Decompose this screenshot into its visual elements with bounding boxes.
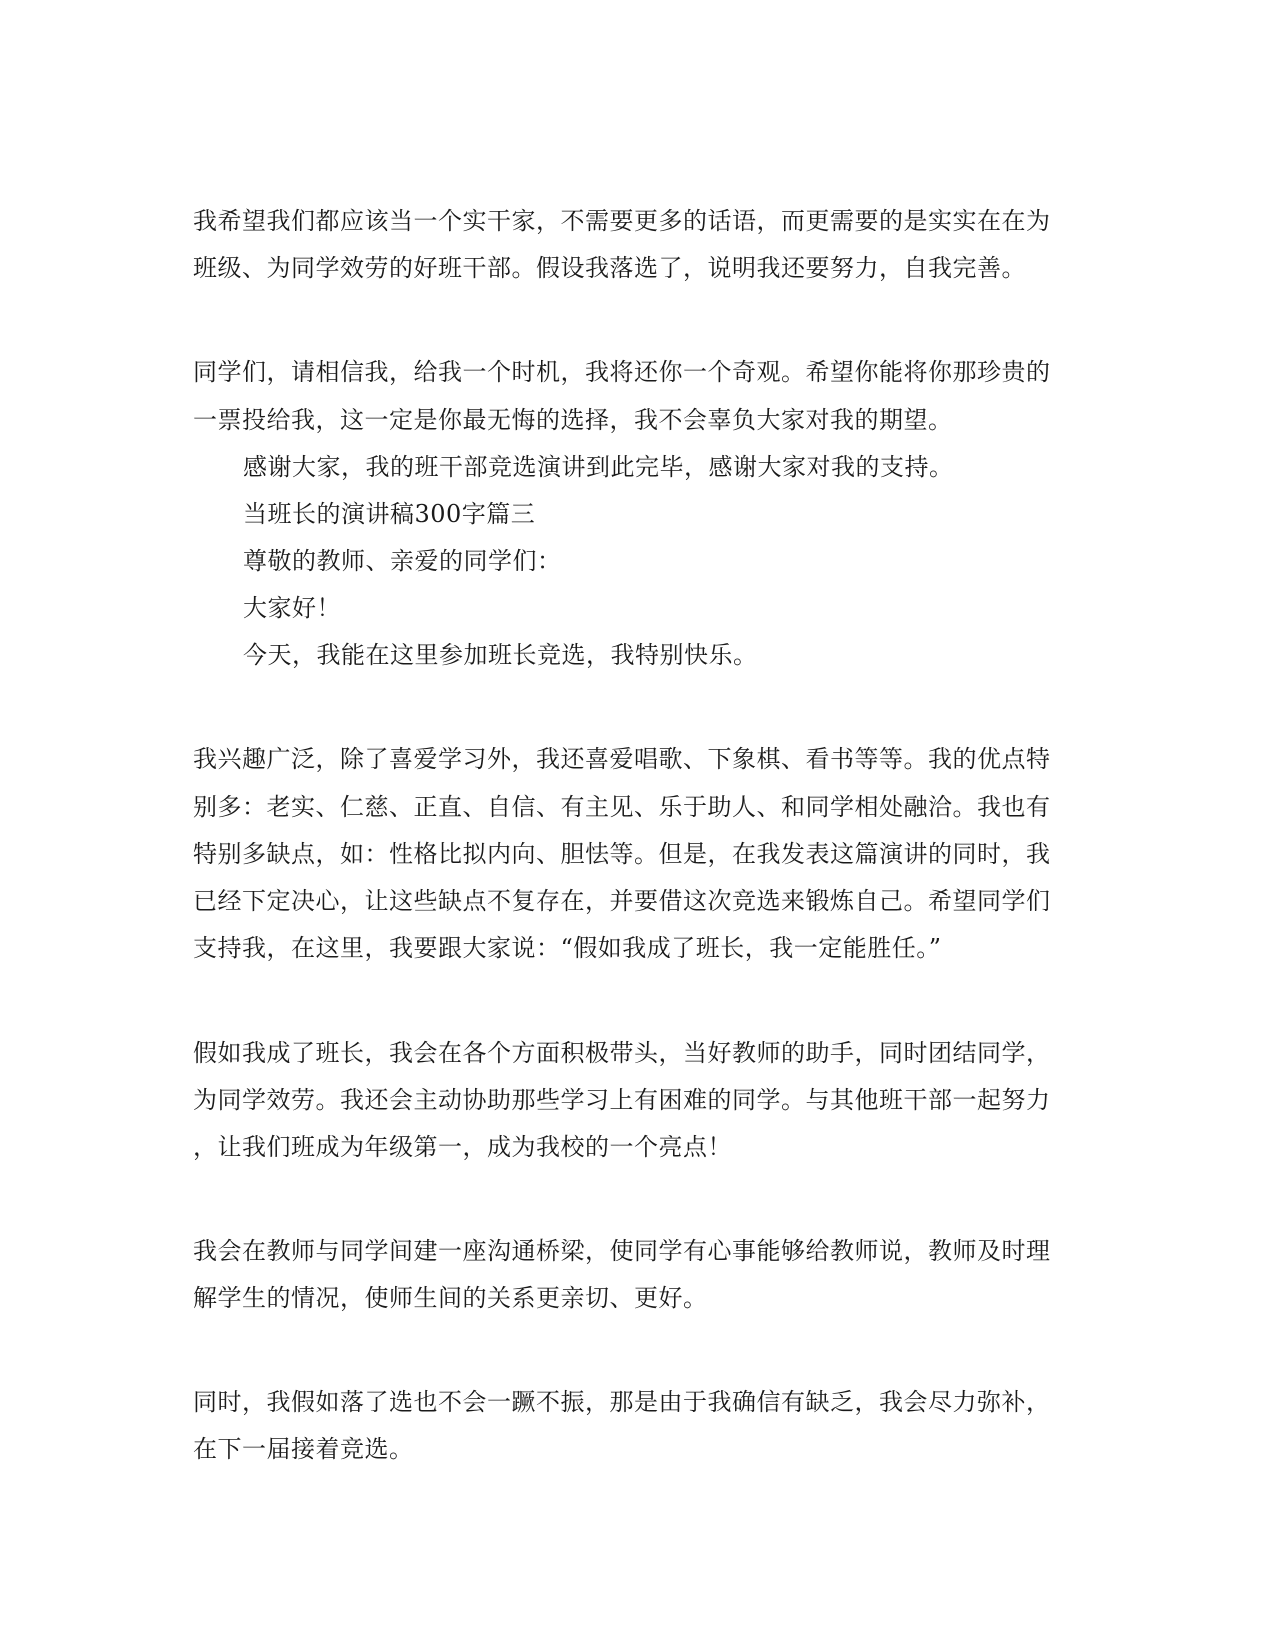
paragraph-line: 特别多缺点，如：性格比拟内向、胆怯等。但是，在我发表这篇演讲的同时，我 — [193, 840, 1051, 868]
paragraph-line: 为同学效劳。我还会主动协助那些学习上有困难的同学。与其他班干部一起努力 — [193, 1086, 1051, 1114]
paragraph-line: 同学们，请相信我，给我一个时机，我将还你一个奇观。希望你能将你那珍贵的 — [193, 358, 1051, 386]
paragraph-line: 一票投给我，这一定是你最无悔的选择，我不会辜负大家对我的期望。 — [193, 406, 953, 434]
paragraph-line: 我会在教师与同学间建一座沟通桥梁，使同学有心事能够给教师说，教师及时理 — [193, 1237, 1051, 1265]
paragraph-line: 我希望我们都应该当一个实干家，不需要更多的话语，而更需要的是实实在在为 — [193, 207, 1051, 235]
paragraph-line: ，让我们班成为年级第一，成为我校的一个亮点！ — [193, 1133, 732, 1161]
paragraph-line: 同时，我假如落了选也不会一蹶不振，那是由于我确信有缺乏，我会尽力弥补， — [193, 1388, 1051, 1416]
paragraph-line: 今天，我能在这里参加班长竞选，我特别快乐。 — [243, 641, 758, 669]
paragraph-line: 班级、为同学效劳的好班干部。假设我落选了，说明我还要努力，自我完善。 — [193, 254, 1026, 282]
paragraph-line: 我兴趣广泛，除了喜爱学习外，我还喜爱唱歌、下象棋、看书等等。我的优点特 — [193, 745, 1051, 773]
greeting: 大家好！ — [243, 594, 341, 622]
paragraph-line: 感谢大家，我的班干部竞选演讲到此完毕，感谢大家对我的支持。 — [243, 453, 954, 481]
paragraph-line: 假如我成了班长，我会在各个方面积极带头，当好教师的助手，同时团结同学， — [193, 1039, 1051, 1067]
paragraph-line: 在下一届接着竞选。 — [193, 1435, 414, 1463]
salutation: 尊敬的教师、亲爱的同学们： — [243, 547, 562, 575]
paragraph-line: 支持我，在这里，我要跟大家说：“假如我成了班长，我一定能胜任。” — [193, 934, 942, 962]
paragraph-line: 已经下定决心，让这些缺点不复存在，并要借这次竞选来锻炼自己。希望同学们 — [193, 887, 1051, 915]
paragraph-line: 别多：老实、仁慈、正直、自信、有主见、乐于助人、和同学相处融洽。我也有 — [193, 793, 1051, 821]
section-heading: 当班长的演讲稿300字篇三 — [243, 500, 536, 528]
paragraph-line: 解学生的情况，使师生间的关系更亲切、更好。 — [193, 1284, 708, 1312]
